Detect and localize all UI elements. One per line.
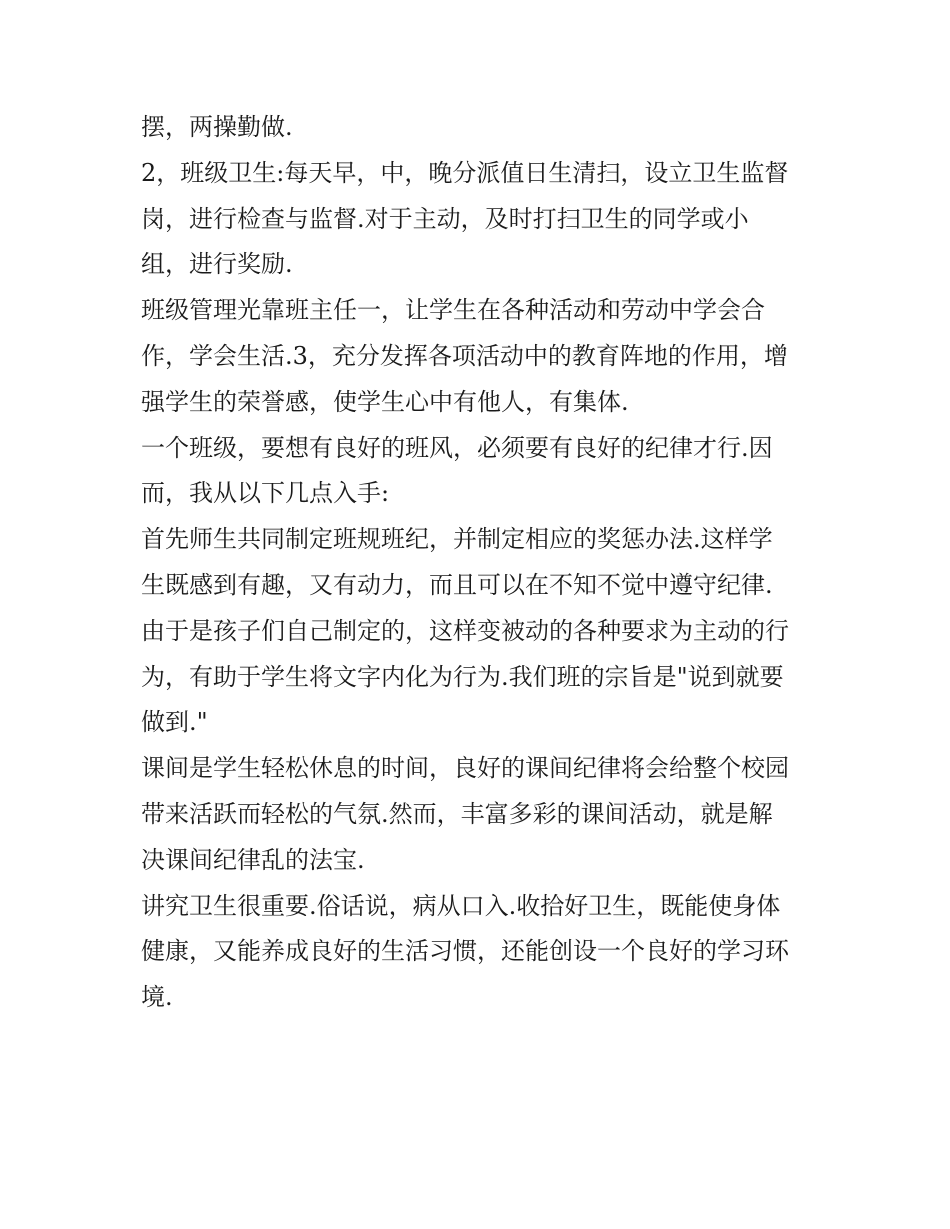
text-line: 健康，又能养成良好的生活习惯，还能创设一个良好的学习环 — [141, 937, 789, 966]
text-line: 带来活跃而轻松的气氛.然而，丰富多彩的课间活动，就是解 — [141, 799, 773, 828]
text-line: 由于是孩子们自己制定的，这样变被动的各种要求为主动的行 — [141, 616, 789, 645]
text-line: 讲究卫生很重要.俗话说，病从口入.收拾好卫生，既能使身体 — [141, 891, 781, 920]
text-line: 生既感到有趣，又有动力，而且可以在不知不觉中遵守纪律. — [141, 570, 773, 599]
text-line: 班级管理光靠班主任一，让学生在各种活动和劳动中学会合 — [141, 296, 765, 325]
text-line: 2，班级卫生:每天早，中，晚分派值日生清扫，设立卫生监督 — [141, 158, 789, 187]
text-line: 摆，两操勤做. — [141, 113, 293, 141]
text-line: 一个班级，要想有良好的班风，必须要有良好的纪律才行.因 — [141, 433, 773, 462]
text-line: 做到." — [141, 708, 208, 737]
text-line: 强学生的荣誉感，使学生心中有他人，有集体. — [141, 387, 629, 416]
text-line: 岗，进行检查与监督.对于主动，及时打扫卫生的同学或小 — [141, 204, 749, 233]
text-line: 组，进行奖励. — [141, 250, 293, 279]
text-line: 决课间纪律乱的法宝. — [141, 845, 365, 874]
text-line: 境. — [141, 983, 173, 1012]
document-body — [141, 105, 821, 1021]
text-line: 课间是学生轻松休息的时间，良好的课间纪律将会给整个校园 — [141, 754, 789, 783]
text-line: 首先师生共同制定班规班纪，并制定相应的奖惩办法.这样学 — [141, 525, 773, 554]
text-line: 作，学会生活.3，充分发挥各项活动中的教育阵地的作用，增 — [141, 341, 788, 370]
text-line: 为，有助于学生将文字内化为行为.我们班的宗旨是"说到就要 — [141, 662, 784, 691]
text-line: 而，我从以下几点入手: — [141, 479, 390, 508]
